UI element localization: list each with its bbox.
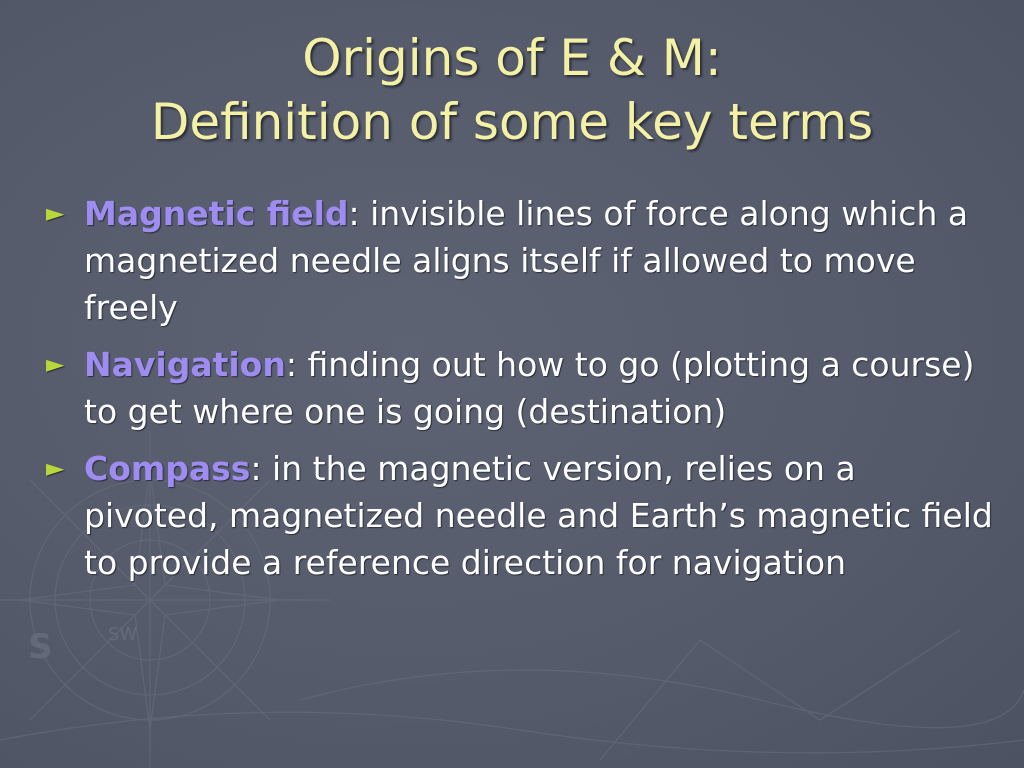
compass-letter-s: S xyxy=(28,627,53,667)
term-magnetic-field: Magnetic field xyxy=(84,194,349,233)
triangle-bullet-icon: ► xyxy=(46,454,65,482)
slide-title xyxy=(0,26,1024,154)
definition-navigation: : finding out how to go (plotting a course) to get where one is going (destination) xyxy=(84,345,975,431)
compass-letter-sw: SW xyxy=(108,624,138,645)
term-compass: Compass xyxy=(84,449,251,488)
bullet-magnetic-field xyxy=(46,190,996,331)
bullet-navigation xyxy=(46,341,996,435)
triangle-bullet-icon: ► xyxy=(46,199,65,227)
definition-magnetic-field: : invisible lines of force along which a magnetized needle aligns itself if allowed to move freely xyxy=(84,194,969,327)
term-navigation: Navigation xyxy=(84,345,286,384)
title-line-2: Definition of some key terms xyxy=(150,93,874,151)
bullet-list xyxy=(46,190,996,596)
definition-compass: : in the magnetic version, relies on a pivoted, magnetized needle and Earth’s magnetic field to provide a reference direction for navigation xyxy=(84,449,993,582)
bullet-compass xyxy=(46,445,996,586)
title-line-1: Origins of E & M: xyxy=(302,29,722,87)
triangle-bullet-icon: ► xyxy=(46,350,65,378)
